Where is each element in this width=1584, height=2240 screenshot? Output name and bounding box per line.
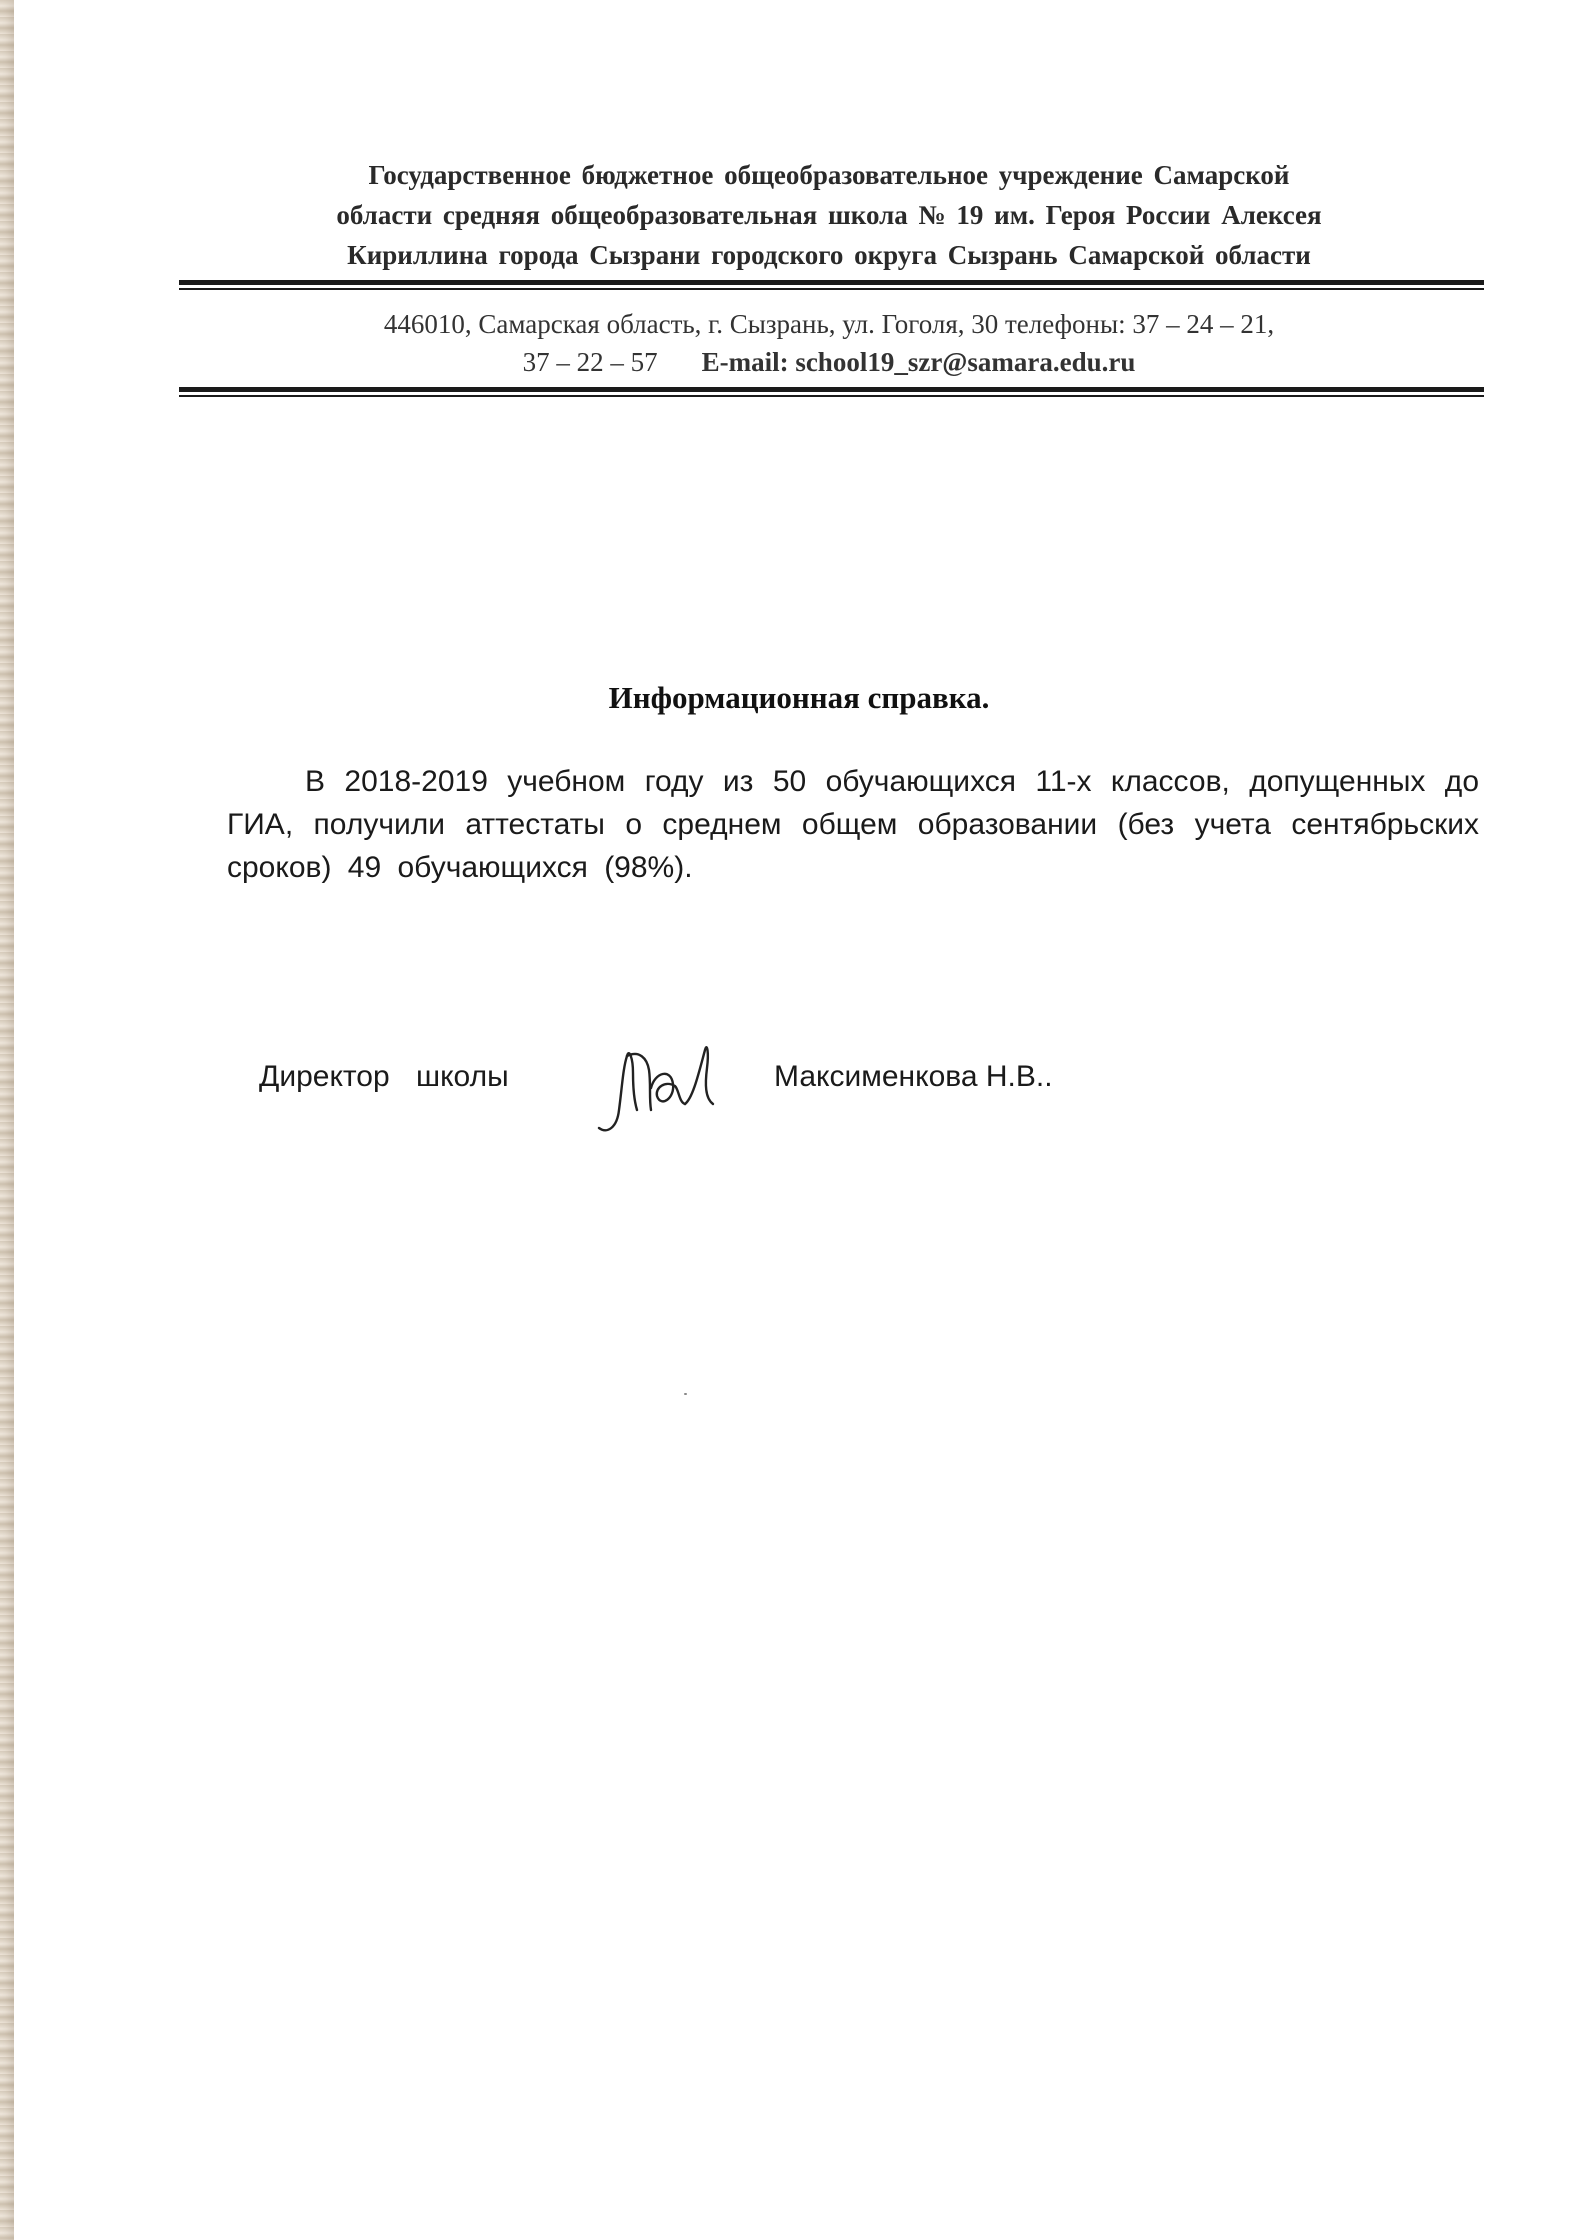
signatory-name: Максименкова Н.В..: [774, 1060, 1053, 1093]
letterhead: [179, 155, 1479, 275]
letterhead-line-3: Кириллина города Сызрани городского округа Сызрань Самарской области: [347, 240, 1311, 270]
letterhead-divider-bottom: [179, 387, 1484, 397]
letterhead-divider-top: [179, 280, 1484, 290]
document-title: Информационная справка.: [608, 680, 990, 715]
paper-speck: [684, 1393, 687, 1395]
signature-block: [259, 1060, 1459, 1130]
signatory-position: Директор школы: [259, 1060, 509, 1093]
email: E-mail: school19_szr@samara.edu.ru: [701, 347, 1136, 377]
document-paragraph: В 2018-2019 учебном году из 50 обучающихся 11-х классов, допущенных до ГИА, получили аттестаты о среднем общем образовании (без учета сентябрьских сроков) 49 обучающихся (98%).: [227, 765, 1479, 884]
contact-info: [179, 305, 1479, 381]
letterhead-line-1: Государственное бюджетное общеобразовательное учреждение Самарской: [368, 160, 1290, 190]
phone-email-line: [179, 343, 1479, 381]
handwritten-signature: [589, 1028, 739, 1148]
letterhead-line-2: области средняя общеобразовательная школа № 19 им. Героя России Алексея: [336, 200, 1322, 230]
paper-edge: [0, 0, 14, 2240]
document-page: [14, 0, 1584, 2240]
address-line: 446010, Самарская область, г. Сызрань, ул. Гоголя, 30 телефоны: 37 – 24 – 21,: [383, 309, 1275, 339]
phone-2: 37 – 22 – 57: [522, 347, 658, 377]
